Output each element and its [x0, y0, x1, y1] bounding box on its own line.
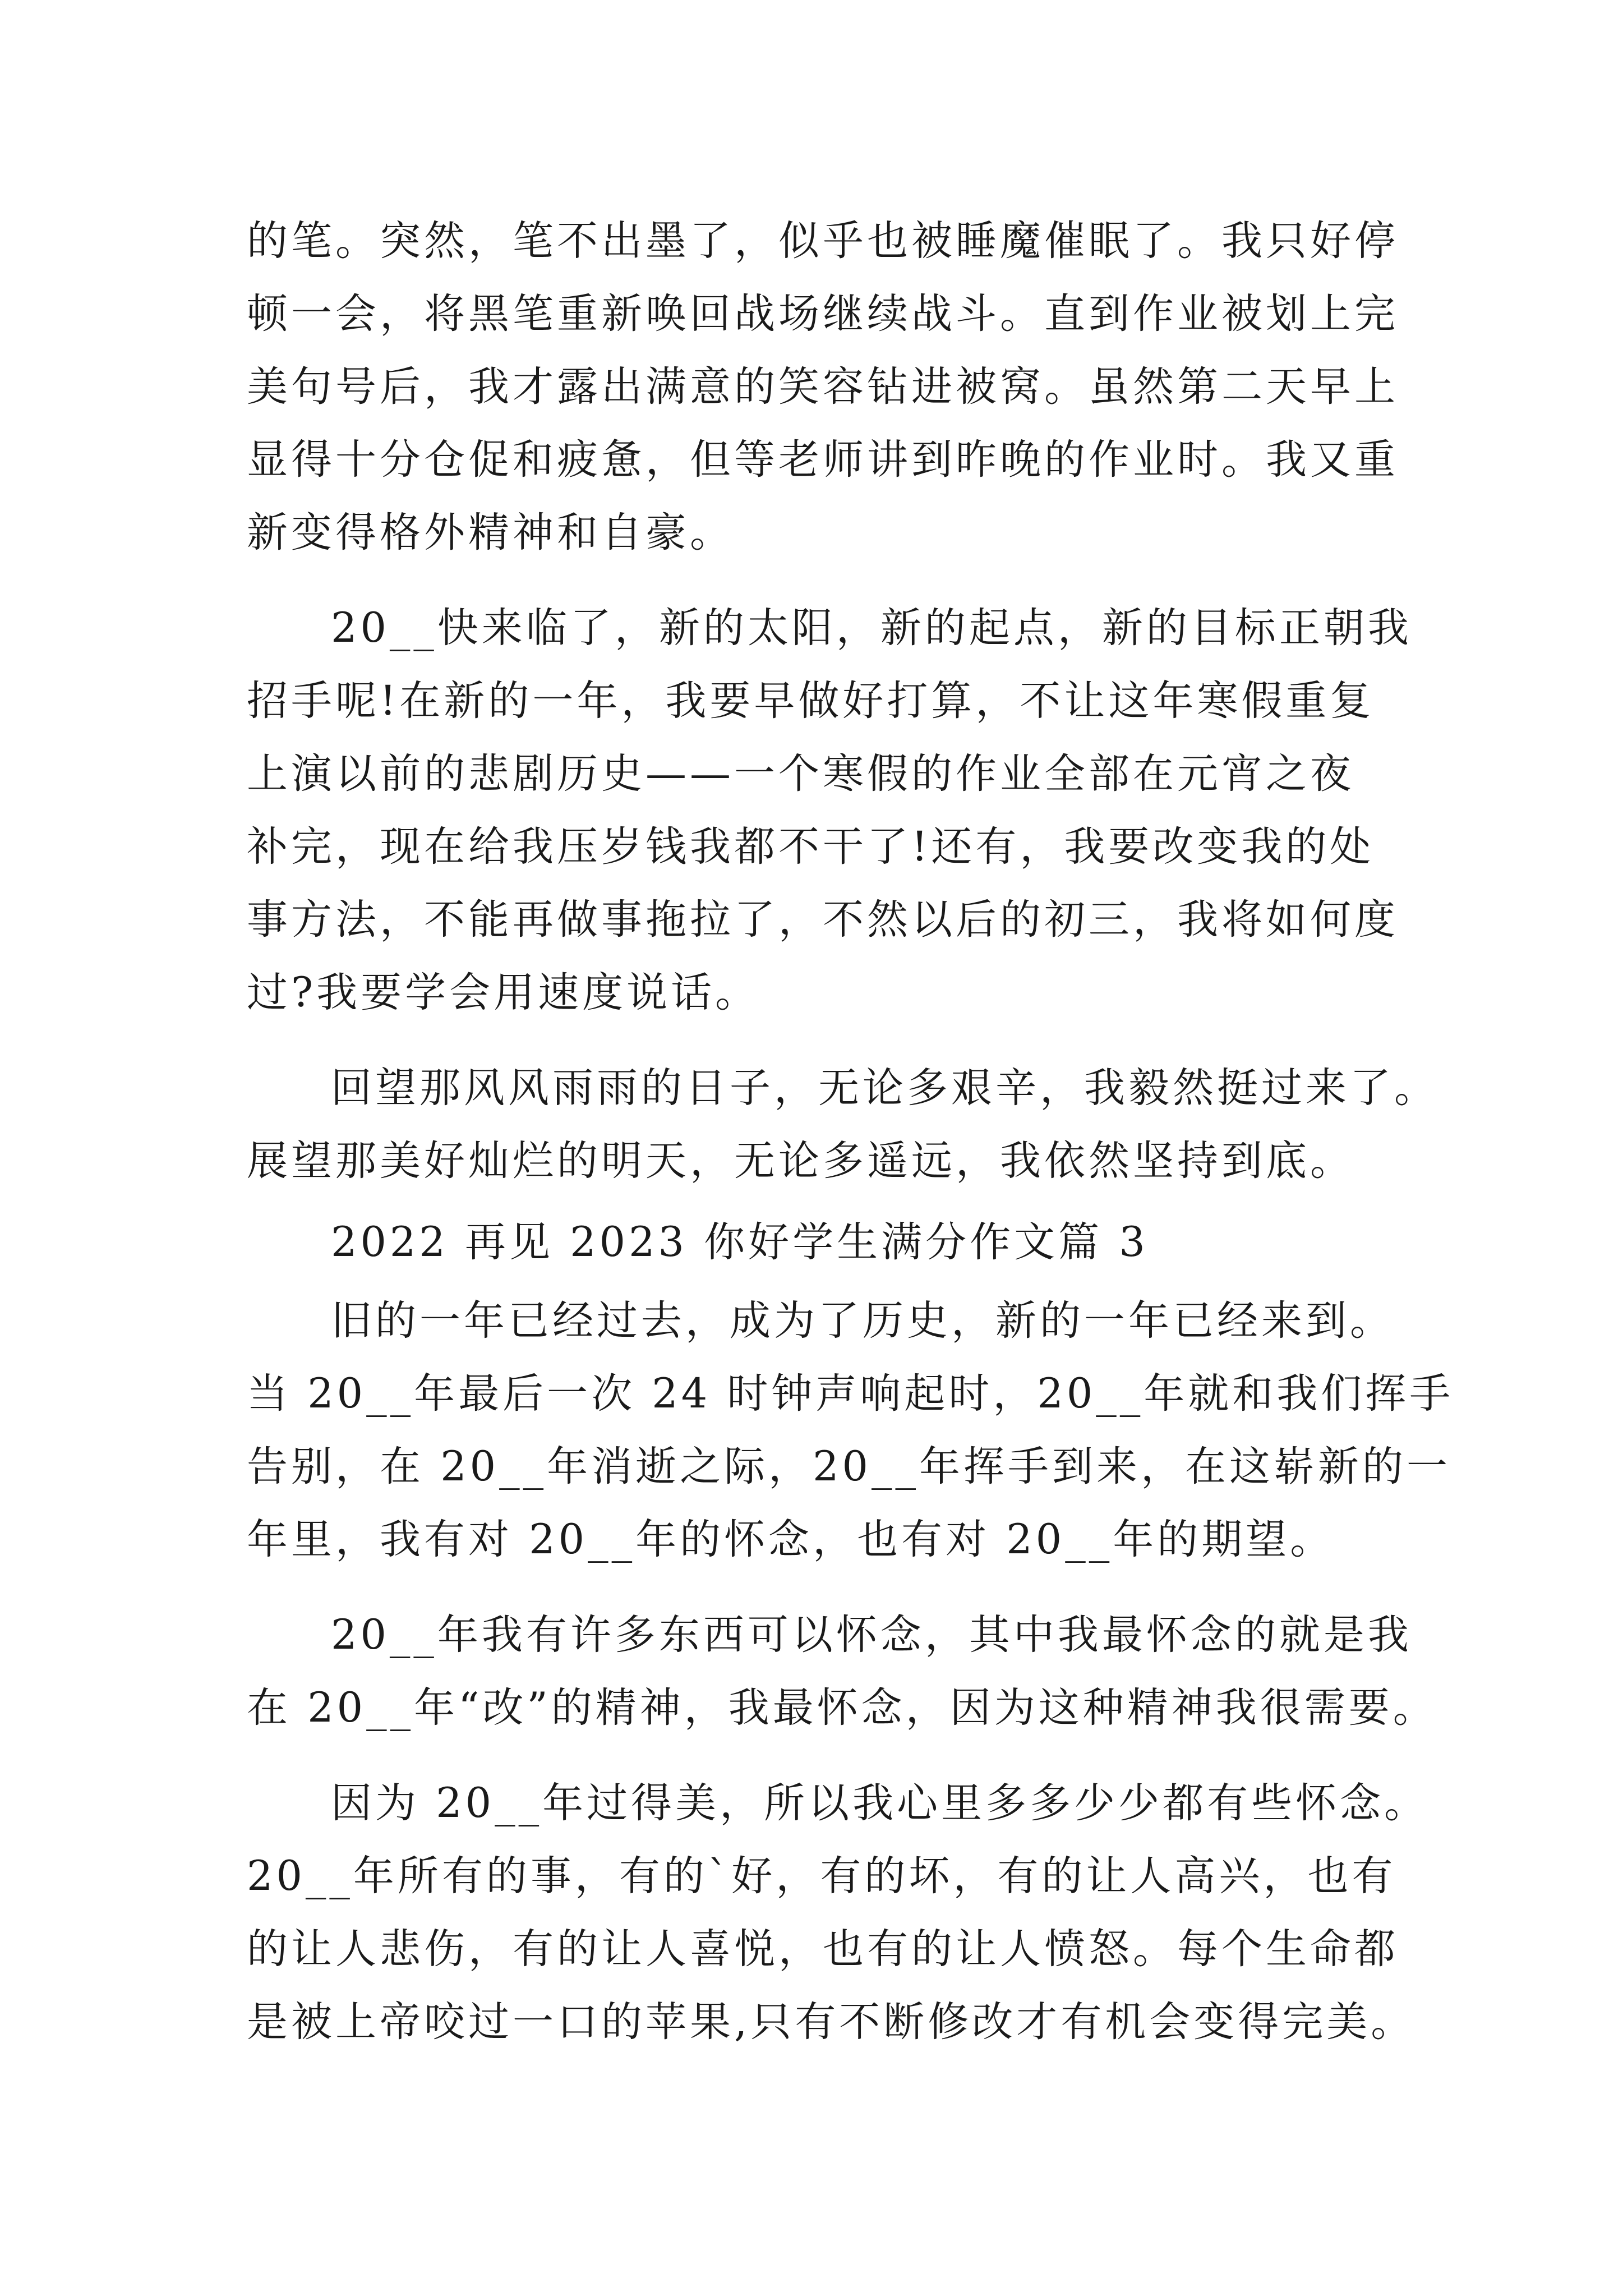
text-line: 上演以前的悲剧历史——一个寒假的作业全部在元宵之夜 [247, 750, 1354, 798]
text-line: 回望那风风雨雨的日子，无论多艰辛，我毅然挺过来了。 [331, 1064, 1438, 1112]
section-heading: 2022 再见 2023 你好学生满分作文篇 3 [331, 1218, 1149, 1266]
text-line: 当 20__年最后一次 24 时钟声响起时，20__年就和我们挥手 [247, 1370, 1454, 1418]
text-line: 的让人悲伤，有的让人喜悦，也有的让人愤怒。每个生命都 [247, 1925, 1399, 1973]
text-line: 20__快来临了，新的太阳，新的起点，新的目标正朝我 [331, 604, 1412, 652]
text-line: 20__年所有的事，有的`好，有的坏，有的让人高兴，也有 [247, 1852, 1396, 1900]
text-line: 招手呢!在新的一年，我要早做好打算，不让这年寒假重复 [247, 677, 1375, 725]
text-line: 是被上帝咬过一口的苹果,只有不断修改才有机会变得完美。 [247, 1998, 1415, 2046]
text-line: 过?我要学会用速度说话。 [247, 969, 760, 1016]
text-line: 展望那美好灿烂的明天，无论多遥远，我依然坚持到底。 [247, 1137, 1354, 1185]
text-line: 年里，我有对 20__年的怀念，也有对 20__年的期望。 [247, 1516, 1335, 1563]
text-line: 新变得格外精神和自豪。 [247, 509, 734, 556]
text-line: 在 20__年“改”的精神，我最怀念，因为这种精神我很需要。 [247, 1684, 1437, 1732]
text-line: 的笔。突然，笔不出墨了，似乎也被睡魔催眠了。我只好停 [247, 217, 1399, 265]
text-line: 美句号后，我才露出满意的笑容钻进被窝。虽然第二天早上 [247, 363, 1399, 411]
text-line: 显得十分仓促和疲惫，但等老师讲到昨晚的作业时。我又重 [247, 436, 1399, 484]
text-line: 事方法，不能再做事拖拉了，不然以后的初三，我将如何度 [247, 896, 1399, 944]
text-line: 顿一会，将黑笔重新唤回战场继续战斗。直到作业被划上完 [247, 290, 1399, 338]
text-line: 告别，在 20__年消逝之际，20__年挥手到来，在这崭新的一 [247, 1443, 1451, 1490]
text-line: 因为 20__年过得美，所以我心里多多少少都有些怀念。 [331, 1779, 1429, 1827]
text-line: 旧的一年已经过去，成为了历史，新的一年已经来到。 [331, 1297, 1394, 1345]
text-line: 20__年我有许多东西可以怀念，其中我最怀念的就是我 [331, 1611, 1412, 1659]
text-line: 补完，现在给我压岁钱我都不干了!还有，我要改变我的处 [247, 823, 1375, 871]
